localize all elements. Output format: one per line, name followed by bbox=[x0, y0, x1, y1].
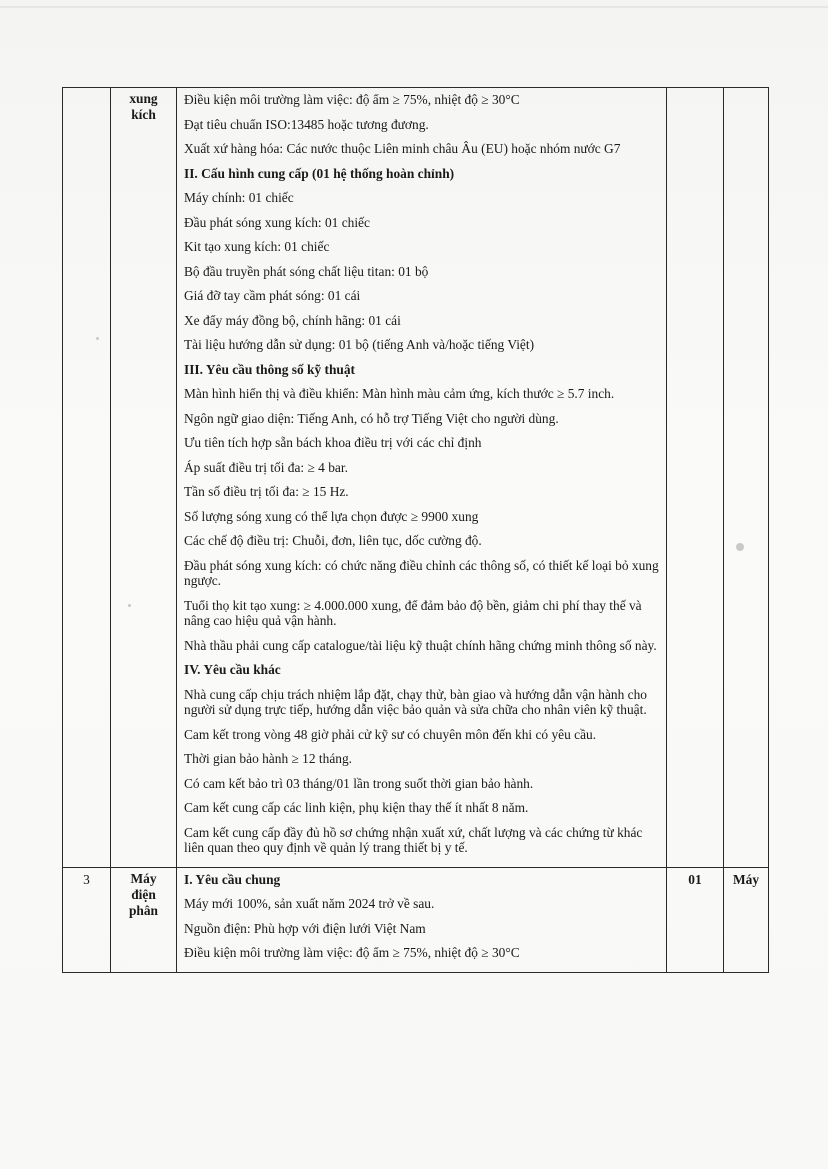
spec-line: Áp suất điều trị tối đa: ≥ 4 bar. bbox=[184, 459, 348, 475]
spec-table bbox=[62, 87, 769, 973]
spec-line: Đầu phát sóng xung kích: 01 chiếc bbox=[184, 214, 370, 230]
spec-line: Đạt tiêu chuẩn ISO:13485 hoặc tương đương. bbox=[184, 116, 429, 132]
spec-line: Máy chính: 01 chiếc bbox=[184, 190, 294, 205]
spec-line: Số lượng sóng xung có thể lựa chọn được ≥ 9900 xung bbox=[184, 508, 479, 524]
spec-line: Bộ đầu truyền phát sóng chất liệu titan: 01 bộ bbox=[184, 263, 429, 279]
spec-line: Kit tạo xung kích: 01 chiếc bbox=[184, 239, 330, 254]
unit-cell: Máy bbox=[724, 867, 769, 972]
spec-line: Có cam kết bảo trì 03 tháng/01 lần trong suốt thời gian bảo hành. bbox=[184, 775, 534, 791]
spec-line: Máy mới 100%, sản xuất năm 2024 trở về sau. bbox=[184, 896, 435, 911]
spec-line: Cam kết trong vòng 48 giờ phải cử kỹ sư có chuyên môn đến khi có yêu cầu. bbox=[184, 726, 597, 742]
spec-line: Nguồn điện: Phù hợp với điện lưới Việt Nam bbox=[184, 920, 426, 936]
description-cell bbox=[177, 867, 667, 972]
item-name-cell bbox=[111, 88, 177, 868]
spec-line: Nhà thầu phải cung cấp catalogue/tài liệu kỹ thuật chính hãng chứng minh thông số này. bbox=[184, 637, 657, 653]
spec-line: Thời gian bảo hành ≥ 12 tháng. bbox=[184, 751, 353, 766]
spec-line: Xe đẩy máy đồng bộ, chính hãng: 01 cái bbox=[184, 312, 401, 328]
spec-line: Màn hình hiển thị và điều khiển: Màn hình màu cảm ứng, kích thước ≥ 5.7 inch. bbox=[184, 386, 615, 401]
section-heading: I. Yêu cầu chung bbox=[184, 871, 281, 887]
table-row bbox=[63, 88, 769, 868]
scan-edge bbox=[0, 6, 828, 8]
spec-line: Giá đỡ tay cầm phát sóng: 01 cái bbox=[184, 288, 361, 303]
spec-line: Cam kết cung cấp đầy đủ hồ sơ chứng nhận xuất xứ, chất lượng và các chứng từ khác liên quan theo quy định về quản lý trang thiết bị y tế. bbox=[184, 824, 643, 855]
spec-line: Cam kết cung cấp các linh kiện, phụ kiện thay thế ít nhất 8 năm. bbox=[184, 800, 529, 815]
spec-line: Đầu phát sóng xung kích: có chức năng điều chỉnh các thông số, có thiết kế loại bỏ xung ngược. bbox=[184, 557, 659, 588]
spec-line: Ưu tiên tích hợp sẵn bách khoa điều trị với các chỉ định bbox=[184, 435, 482, 450]
item-name-line: phân bbox=[128, 902, 159, 918]
quantity-cell bbox=[667, 88, 724, 868]
table-row bbox=[63, 867, 769, 972]
spec-line: Điều kiện môi trường làm việc: độ ẩm ≥ 75%, nhiệt độ ≥ 30°C bbox=[184, 945, 520, 960]
spec-line: Tần số điều trị tối đa: ≥ 15 Hz. bbox=[184, 484, 349, 499]
spec-line: Ngôn ngữ giao diện: Tiếng Anh, có hỗ trợ Tiếng Việt cho người dùng. bbox=[184, 410, 559, 426]
item-name-line: Máy bbox=[130, 870, 157, 886]
spec-line: Các chế độ điều trị: Chuỗi, đơn, liên tục, dốc cường độ. bbox=[184, 533, 482, 548]
section-heading: IV. Yêu cầu khác bbox=[184, 662, 281, 677]
section-heading: II. Cấu hình cung cấp (01 hệ thống hoàn chỉnh) bbox=[184, 165, 455, 181]
description-cell bbox=[177, 88, 667, 868]
quantity-cell: 01 bbox=[667, 867, 724, 972]
spec-line: Điều kiện môi trường làm việc: độ ẩm ≥ 75%, nhiệt độ ≥ 30°C bbox=[184, 92, 520, 107]
row-number-cell: 3 bbox=[63, 867, 111, 972]
item-name-line: xung bbox=[129, 91, 158, 106]
spec-line: Tài liệu hướng dẫn sử dụng: 01 bộ (tiếng Anh và/hoặc tiếng Việt) bbox=[184, 337, 535, 352]
spec-line: Xuất xứ hàng hóa: Các nước thuộc Liên minh châu Âu (EU) hoặc nhóm nước G7 bbox=[184, 141, 621, 156]
item-name-cell bbox=[111, 867, 177, 972]
section-heading: III. Yêu cầu thông số kỹ thuật bbox=[184, 361, 356, 377]
spec-line: Nhà cung cấp chịu trách nhiệm lắp đặt, chạy thử, bàn giao và hướng dẫn vận hành cho người sử dụng trực tiếp, hướng dẫn việc bảo quản và sửa chữa cho nhân viên kỹ thuật. bbox=[184, 686, 647, 717]
row-number-cell bbox=[63, 88, 111, 868]
item-name-line: điện bbox=[131, 886, 156, 902]
unit-cell bbox=[724, 88, 769, 868]
spec-line: Tuổi thọ kit tạo xung: ≥ 4.000.000 xung, để đảm bảo độ bền, giảm chi phí thay thế và nâng cao hiệu quả vận hành. bbox=[184, 597, 642, 628]
item-name-line: kích bbox=[131, 107, 156, 122]
